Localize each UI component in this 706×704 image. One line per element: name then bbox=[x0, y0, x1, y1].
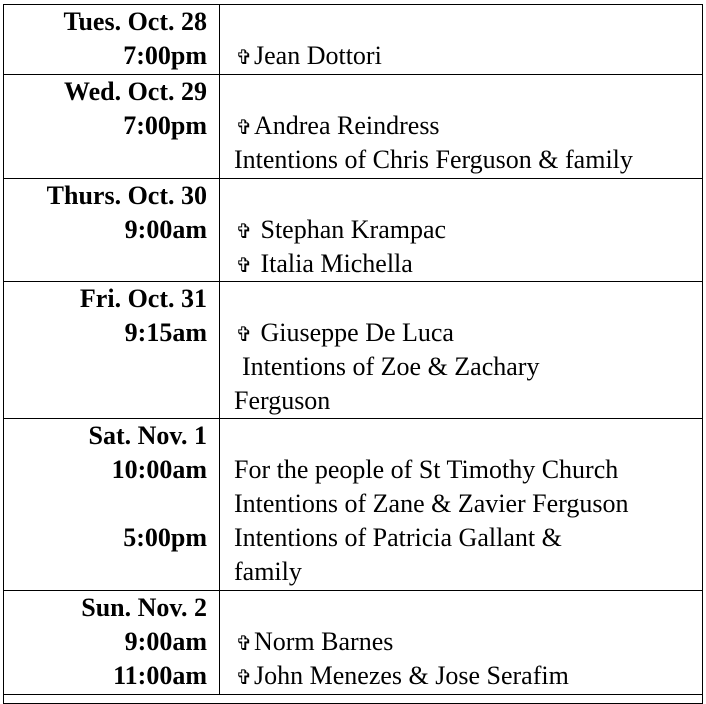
intention-line bbox=[234, 659, 702, 693]
intention-line: Intentions of Chris Ferguson & family bbox=[234, 145, 633, 174]
intention-line bbox=[234, 213, 702, 247]
intention-line bbox=[234, 316, 702, 350]
intention-line: family bbox=[234, 557, 302, 586]
time-label: 5:00pm bbox=[123, 523, 207, 552]
intention-line: Intentions of Zane & Zavier Ferguson bbox=[234, 489, 629, 518]
intentions-cell bbox=[220, 419, 702, 590]
day-label: Sat. Nov. 1 bbox=[88, 421, 207, 450]
time-label: 9:15am bbox=[124, 318, 207, 347]
intentions-cell bbox=[220, 591, 702, 694]
date-time-cell bbox=[4, 419, 220, 590]
date-time-cell bbox=[4, 591, 220, 694]
cross-icon: ✞ bbox=[235, 255, 253, 277]
intention-text: Norm Barnes bbox=[254, 627, 394, 656]
intention-line: Ferguson bbox=[234, 386, 331, 415]
date-time-cell bbox=[4, 5, 220, 74]
intention-text: Stephan Krampac bbox=[260, 215, 447, 244]
intention-text: Italia Michella bbox=[260, 249, 413, 278]
time-label: 7:00pm bbox=[123, 111, 207, 140]
schedule-row bbox=[4, 5, 702, 75]
day-label: Wed. Oct. 29 bbox=[64, 77, 207, 106]
date-time-cell bbox=[4, 282, 220, 418]
intentions-cell bbox=[220, 282, 702, 418]
intention-line bbox=[234, 247, 702, 281]
cross-icon: ✞ bbox=[235, 221, 253, 243]
day-label: Fri. Oct. 31 bbox=[79, 284, 207, 313]
cross-icon: ✞ bbox=[235, 324, 253, 346]
cross-icon: ✞ bbox=[235, 117, 253, 139]
intention-line: Intentions of Patricia Gallant & bbox=[234, 523, 562, 552]
time-label: 11:00am bbox=[113, 661, 207, 690]
intention-line bbox=[234, 39, 702, 73]
date-time-cell bbox=[4, 75, 220, 178]
mass-schedule-table bbox=[3, 4, 703, 704]
schedule-row bbox=[4, 282, 702, 419]
intention-text: John Menezes & Jose Serafim bbox=[254, 661, 569, 690]
time-label: 9:00am bbox=[124, 627, 207, 656]
cross-icon: ✞ bbox=[235, 667, 253, 689]
schedule-row bbox=[4, 591, 702, 695]
cross-icon: ✞ bbox=[235, 47, 253, 69]
time-label: 7:00pm bbox=[123, 41, 207, 70]
schedule-row bbox=[4, 75, 702, 179]
time-label: 9:00am bbox=[124, 215, 207, 244]
time-label: 10:00am bbox=[111, 455, 207, 484]
intention-line bbox=[234, 625, 702, 659]
day-label: Tues. Oct. 28 bbox=[63, 7, 207, 36]
schedule-row bbox=[4, 179, 702, 282]
schedule-row bbox=[4, 419, 702, 591]
intention-text: Andrea Reindress bbox=[254, 111, 440, 140]
intentions-cell bbox=[220, 75, 702, 178]
intention-line bbox=[234, 109, 702, 143]
intention-line: Intentions of Zoe & Zachary bbox=[242, 352, 540, 381]
intention-line: For the people of St Timothy Church bbox=[234, 455, 619, 484]
intentions-cell bbox=[220, 5, 702, 74]
intentions-cell bbox=[220, 179, 702, 281]
day-label: Sun. Nov. 2 bbox=[81, 593, 207, 622]
intention-text: Jean Dottori bbox=[254, 41, 382, 70]
cross-icon: ✞ bbox=[235, 633, 253, 655]
day-label: Thurs. Oct. 30 bbox=[46, 181, 207, 210]
date-time-cell bbox=[4, 179, 220, 281]
intention-text: Giuseppe De Luca bbox=[260, 318, 454, 347]
